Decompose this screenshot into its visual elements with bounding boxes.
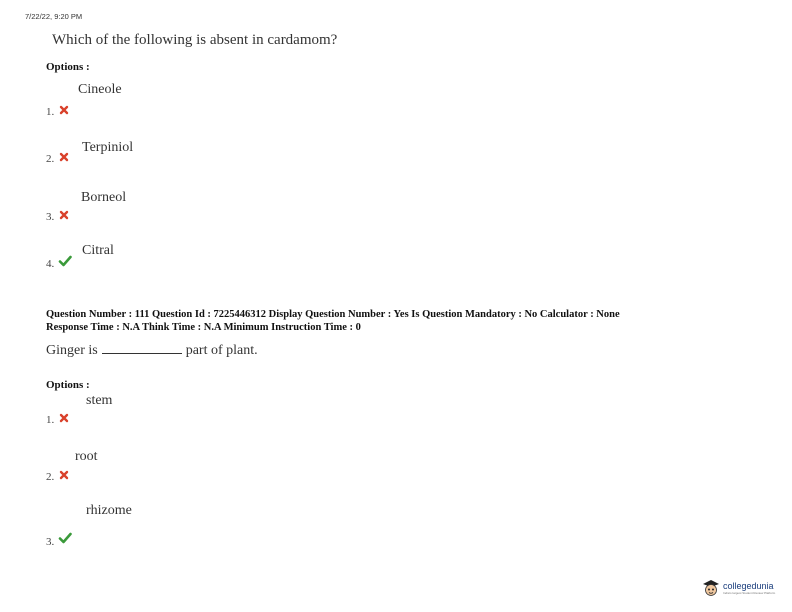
q2-option-1-text: stem	[86, 393, 113, 408]
wrong-cross-icon	[58, 151, 70, 163]
question-1-options-label: Options :	[46, 61, 90, 73]
q2-option-3-number: 3.	[46, 536, 55, 548]
q2-option-3-text: rhizome	[86, 503, 132, 518]
question-2-meta-line-2: Response Time : N.A Think Time : N.A Minimum Instruction Time : 0	[46, 322, 361, 333]
logo-tagline: India's largest Student Review Platform	[723, 591, 776, 595]
logo-name: collegedunia	[723, 581, 774, 591]
q2-option-2-text: root	[75, 449, 98, 464]
fill-in-blank	[102, 353, 182, 354]
q1-option-4-text: Citral	[82, 243, 114, 258]
q1-option-2-text: Terpiniol	[82, 140, 134, 155]
question-2-text	[46, 343, 258, 359]
wrong-cross-icon	[58, 209, 70, 221]
graduate-mascot-icon	[701, 578, 721, 598]
q1-option-1-number: 1.	[46, 106, 55, 118]
q1-option-2-number: 2.	[46, 153, 55, 165]
timestamp: 7/22/22, 9:20 PM	[25, 12, 83, 21]
question-2-meta-line-1: Question Number : 111 Question Id : 7225446312 Display Question Number : Yes Is Question Mandatory : No Calculator : None	[46, 309, 620, 320]
question-2-options-label: Options :	[46, 379, 90, 391]
wrong-cross-icon	[58, 469, 70, 481]
q1-option-1-text: Cineole	[78, 82, 122, 97]
collegedunia-logo	[701, 578, 775, 598]
question-1-text: Which of the following is absent in cardamom?	[52, 32, 338, 48]
wrong-cross-icon	[58, 104, 70, 116]
q2-option-2-number: 2.	[46, 471, 55, 483]
question-2-text-before: Ginger is	[46, 343, 98, 358]
wrong-cross-icon	[58, 412, 70, 424]
q2-option-1-number: 1.	[46, 414, 55, 426]
correct-check-icon	[58, 531, 72, 545]
q1-option-3-number: 3.	[46, 211, 55, 223]
correct-check-icon	[58, 254, 72, 268]
q1-option-3-text: Borneol	[81, 190, 127, 205]
q1-option-4-number: 4.	[46, 258, 55, 270]
question-2-text-after: part of plant.	[185, 343, 258, 358]
